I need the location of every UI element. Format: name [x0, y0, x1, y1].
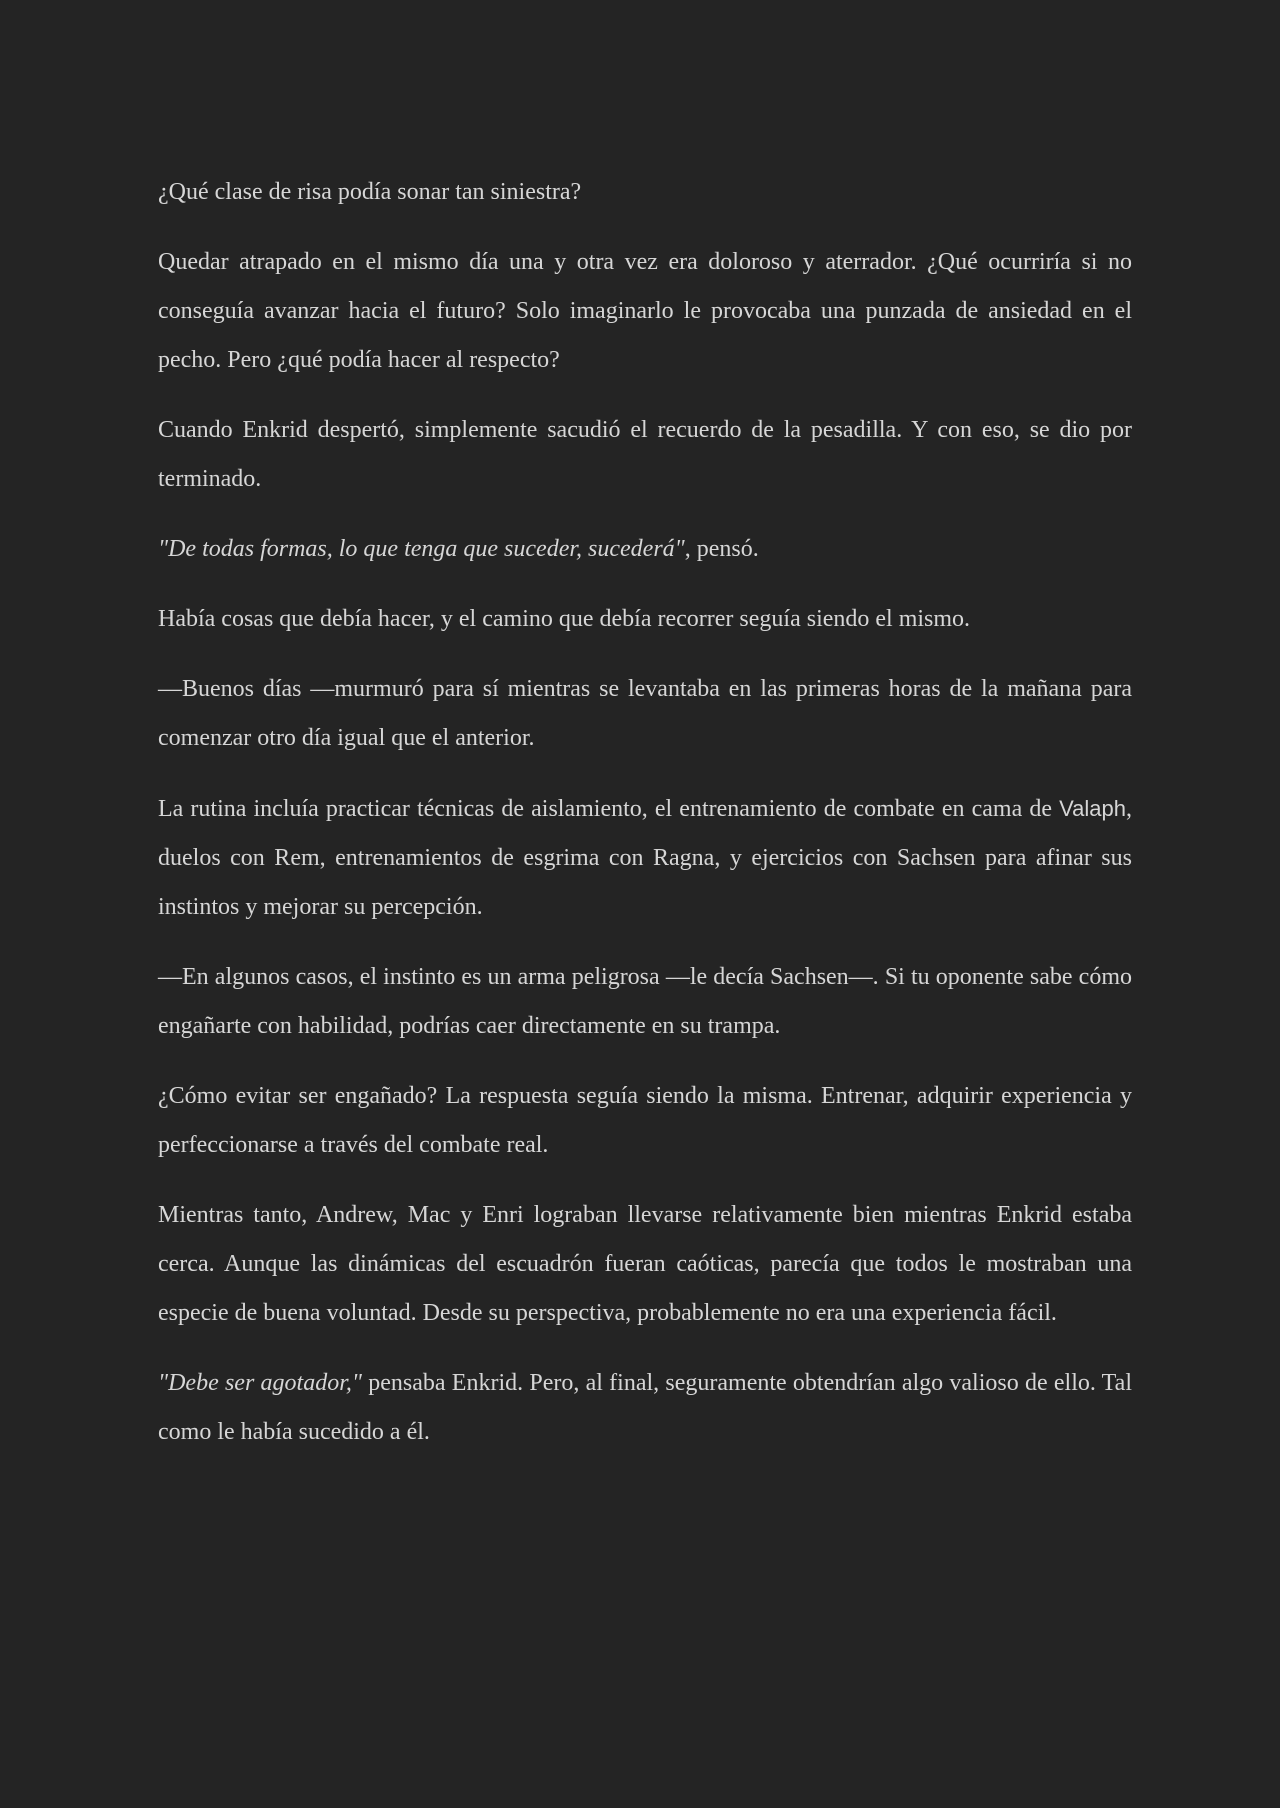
- paragraph: [158, 1359, 1132, 1457]
- text-segment: ¿Qué clase de risa podía sonar tan siniestra?: [158, 179, 582, 205]
- paragraph: [158, 595, 1132, 644]
- text-segment: —Buenos días —murmuró para sí mientras se levantaba en las primeras horas de la mañana para comenzar otro día igual que el anterior.: [158, 676, 1132, 751]
- text-segment: , duelos con Rem, entrenamientos de esgrima con Ragna, y ejercicios con Sachsen para afinar sus instintos y mejorar su percepción.: [158, 796, 1132, 920]
- text-segment: "Debe ser agotador,": [158, 1370, 362, 1396]
- text-segment: Quedar atrapado en el mismo día una y otra vez era doloroso y aterrador. ¿Qué ocurriría si no conseguía avanzar hacia el futuro? Solo imaginarlo le provocaba una punzada de ansiedad en el pecho. Pero ¿qué podía hacer al respecto?: [158, 249, 1132, 373]
- paragraph: [158, 406, 1132, 504]
- text-segment: pensaba Enkrid. Pero, al final, seguramente obtendrían algo valioso de ello. Tal como le había sucedido a él.: [158, 1370, 1132, 1445]
- text-segment: , pensó.: [684, 536, 759, 562]
- paragraph: [158, 1191, 1132, 1338]
- text-segment: —En algunos casos, el instinto es un arma peligrosa —le decía Sachsen—. Si tu oponente sabe cómo engañarte con habilidad, podrías caer directamente en su trampa.: [158, 964, 1132, 1039]
- text-segment: La rutina incluía practicar técnicas de aislamiento, el entrenamiento de combate en cama de: [158, 796, 1060, 822]
- chapter-text: [158, 168, 1132, 1457]
- paragraph: [158, 168, 1132, 217]
- text-segment: Había cosas que debía hacer, y el camino que debía recorrer seguía siendo el mismo.: [158, 606, 971, 632]
- text-segment: "De todas formas, lo que tenga que suceder, sucederá": [158, 536, 685, 562]
- paragraph: [158, 525, 1132, 574]
- text-segment: ¿Cómo evitar ser engañado? La respuesta seguía siendo la misma. Entrenar, adquirir experiencia y perfeccionarse a través del combate real.: [158, 1083, 1132, 1158]
- text-segment: Cuando Enkrid despertó, simplemente sacudió el recuerdo de la pesadilla. Y con eso, se dio por terminado.: [158, 417, 1132, 492]
- text-segment: Valaph: [1059, 796, 1126, 821]
- paragraph: [158, 784, 1132, 932]
- paragraph: [158, 953, 1132, 1051]
- text-segment: Mientras tanto, Andrew, Mac y Enri lograban llevarse relativamente bien mientras Enkrid estaba cerca. Aunque las dinámicas del escuadrón fueran caóticas, parecía que todos le mostraban una especie de buena voluntad. Desde su perspectiva, probablemente no era una experiencia fácil.: [158, 1202, 1132, 1326]
- paragraph: [158, 238, 1132, 385]
- paragraph: [158, 1072, 1132, 1170]
- paragraph: [158, 665, 1132, 763]
